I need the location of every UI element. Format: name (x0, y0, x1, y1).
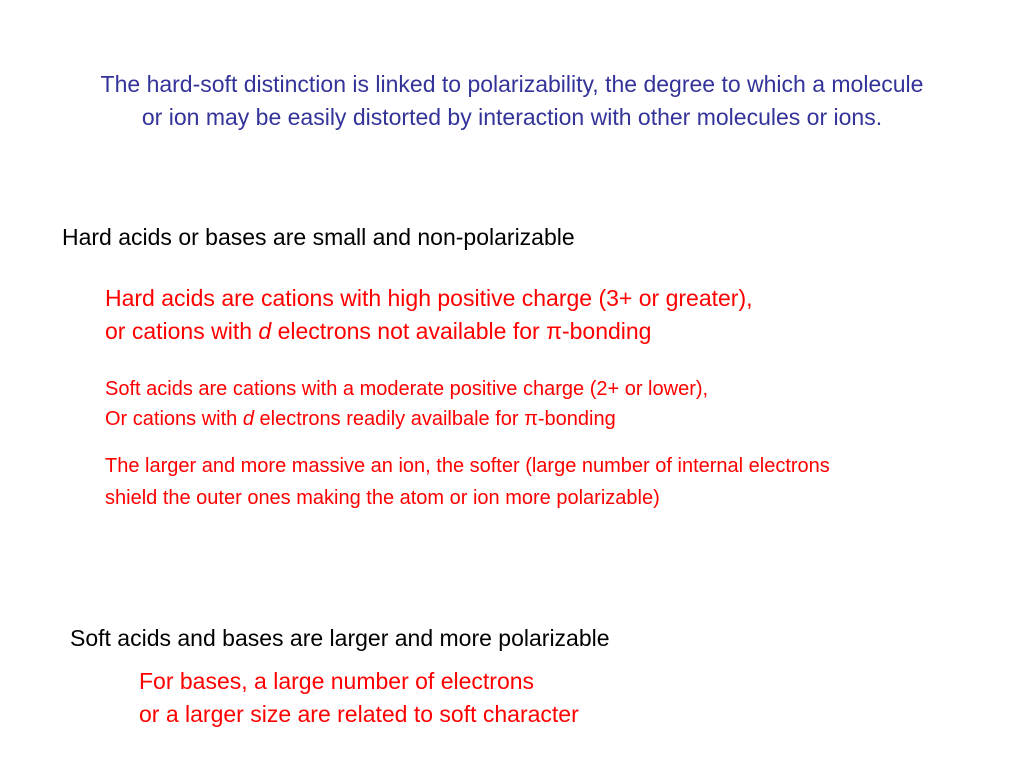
soft-bases-line-2: or a larger size are related to soft character (139, 701, 579, 727)
massive-ion-line-2: shield the outer ones making the atom or ion more polarizable) (105, 487, 660, 509)
massive-ion-line-1: The larger and more massive an ion, the softer (large number of internal electrons (105, 455, 830, 477)
soft-acids-line-2-end: electrons readily availbale for π-bonding (253, 408, 616, 430)
hard-acids-d-italic: d (258, 318, 272, 344)
massive-ion-text (105, 450, 1024, 514)
soft-acids-line-2-start: Or cations with (105, 408, 243, 430)
soft-acids-line-2 (105, 404, 708, 434)
soft-heading: Soft acids and bases are larger and more polarizable (70, 625, 610, 651)
hard-heading: Hard acids or bases are small and non-polarizable (62, 224, 575, 250)
hard-acids-line-2 (105, 315, 753, 348)
intro-line-2: or ion may be easily distorted by interaction with other molecules or ions. (141, 104, 883, 130)
soft-acids-d-italic: d (242, 408, 254, 430)
intro-line-1: The hard-soft distinction is linked to polarizability, the degree to which a molecule (100, 71, 924, 97)
soft-bases-line-1: For bases, a large number of electrons (139, 668, 535, 694)
hard-acids-line-2-start: or cations with (105, 318, 259, 344)
hard-acids-text (105, 282, 753, 348)
hard-acids-line-2-end: electrons not available for π-bonding (271, 318, 652, 344)
soft-acids-text (105, 374, 708, 434)
intro-text (0, 68, 1024, 134)
soft-acids-line-1: Soft acids are cations with a moderate positive charge (2+ or lower), (105, 378, 709, 400)
soft-bases-text (139, 665, 579, 731)
hard-acids-line-1: Hard acids are cations with high positive charge (3+ or greater), (105, 285, 753, 311)
